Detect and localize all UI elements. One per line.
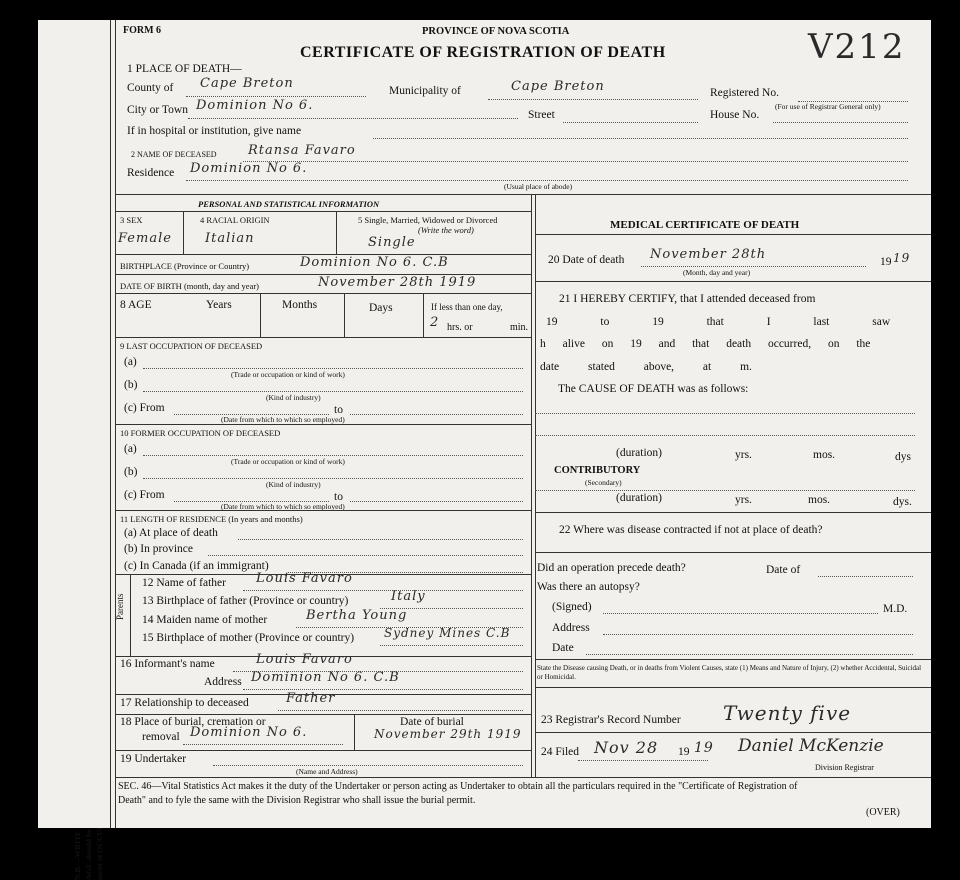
county-label: County of (127, 82, 174, 94)
yrs-label-1: yrs. (735, 449, 752, 461)
rule (115, 510, 531, 511)
rule (535, 234, 931, 235)
province-heading: PROVINCE OF NOVA SCOTIA (422, 26, 570, 37)
place-of-death-heading: 1 PLACE OF DEATH— (127, 63, 242, 75)
medical-heading: MEDICAL CERTIFICATE OF DEATH (610, 219, 800, 231)
months-label: Months (282, 299, 318, 311)
duration-label-1: (duration) (616, 447, 662, 459)
less-than-day-label: If less than one day, (431, 302, 503, 312)
rule (818, 576, 913, 577)
rule (535, 552, 931, 553)
rule (115, 211, 531, 212)
dys-label-1: dys (895, 451, 911, 463)
certificate-page (38, 20, 931, 828)
informant-address-value: Dominion No 6. C.B (251, 670, 400, 685)
autopsy-label: Was there an autopsy? (537, 581, 640, 593)
race-label: 4 RACIAL ORIGIN (200, 215, 270, 225)
form-number: FORM 6 (123, 25, 162, 36)
municipality-line (488, 99, 698, 100)
yrs-label-2: yrs. (735, 494, 752, 506)
city-value: Dominion No 6. (196, 98, 314, 113)
birthplace-label: BIRTHPLACE (Province or Country) (120, 261, 250, 271)
rule (208, 555, 523, 556)
contributory-label: CONTRIBUTORY (554, 465, 641, 476)
over-label: (OVER) (866, 807, 900, 818)
trade-note: (Trade or occupation or kind of work) (231, 370, 345, 379)
residence-in-canada: (c) In Canada (if an immigrant) (124, 560, 269, 572)
rule (535, 490, 915, 491)
filed-year-value: 19 (694, 740, 714, 756)
rule (535, 687, 931, 688)
relationship-label: 17 Relationship to deceased (120, 697, 249, 709)
city-line (188, 118, 518, 119)
residence-length-heading: 11 LENGTH OF RESIDENCE (In years and months) (120, 514, 303, 524)
rule (115, 750, 531, 751)
house-label: House No. (710, 109, 760, 121)
record-number-value: Twenty five (723, 701, 852, 725)
county-value: Cape Breton (200, 76, 294, 91)
days-label: Days (369, 302, 393, 314)
signed-label: (Signed) (552, 601, 592, 613)
rule (535, 512, 931, 513)
certify-line-2: 19 to 19 that I last saw (546, 316, 891, 328)
section-divider (115, 194, 931, 195)
death-year-value: 19 (893, 251, 911, 265)
county-line (186, 96, 366, 97)
rule (380, 645, 523, 646)
rule (115, 714, 531, 715)
rule (603, 634, 913, 635)
residence-line (186, 180, 908, 181)
rule (143, 478, 523, 479)
death-date-note: (Month, day and year) (683, 268, 751, 277)
rule (183, 211, 184, 254)
cause-note: State the Disease causing Death, or in deaths from Violent Causes, state (1) Means and Nature of Injury, (2) whether Accidental, Suicidal or Homicidal. (537, 664, 922, 682)
house-line (773, 122, 908, 123)
registrar-signature: Daniel McKenzie (738, 736, 884, 756)
minutes-label: min. (510, 322, 529, 333)
municipality-value: Cape Breton (511, 79, 605, 94)
marital-label: 5 Single, Married, Widowed or Divorced (358, 215, 498, 225)
birthplace-value: Dominion No 6. C.B (300, 255, 449, 270)
rule (535, 435, 915, 436)
registered-label: Registered No. (710, 87, 779, 99)
duration-label-2: (duration) (616, 492, 662, 504)
father-birthplace-label: 13 Birthplace of father (Province or country) (142, 595, 349, 607)
q22-label: 22 Where was disease contracted if not at place of death? (559, 524, 823, 536)
father-birthplace-value: Italy (391, 589, 426, 604)
rule (350, 414, 523, 415)
certificate-title: CERTIFICATE OF REGISTRATION OF DEATH (300, 44, 666, 61)
dys-label-2: dys. (893, 496, 912, 508)
name-line (243, 161, 908, 162)
rule (183, 744, 343, 745)
abode-note: (Usual place of abode) (504, 182, 573, 191)
burial-date-label: Date of burial (400, 716, 464, 728)
occ-from: (c) From (124, 402, 165, 414)
burial-date-value: November 29th 1919 (374, 727, 522, 741)
rule (535, 659, 931, 660)
rule (143, 368, 523, 369)
mos-label-2: mos. (808, 494, 831, 506)
filed-label: 24 Filed (541, 746, 580, 758)
registration-stamp: V212 (808, 27, 906, 67)
burial-label-2: removal (142, 731, 180, 743)
residence-label: Residence (127, 167, 175, 179)
marital-note: (Write the word) (418, 225, 474, 235)
age-label: 8 AGE (120, 299, 152, 311)
undertaker-note: (Name and Address) (296, 767, 358, 776)
name-label: 2 NAME OF DECEASED (131, 150, 217, 159)
last-occupation-heading: 9 LAST OCCUPATION OF DECEASED (120, 341, 263, 351)
industry-note: (Kind of industry) (266, 393, 321, 402)
death-year-prefix: 19 (880, 256, 892, 268)
operation-date-label: Date of (766, 564, 801, 576)
rule (238, 539, 523, 540)
residence-in-province: (b) In province (124, 543, 193, 555)
undertaker-label: 19 Undertaker (120, 753, 187, 765)
footer-sec-46: SEC. 46—Vital Statistics Act makes it the duty of the Undertaker or person acting as Undertaker to obtain all the particulars required in the "Certificate of Registration of (118, 781, 798, 792)
rule (115, 337, 531, 338)
rule (535, 281, 931, 282)
informant-address-label: Address (204, 676, 242, 688)
father-label: 12 Name of father (142, 577, 226, 589)
hospital-label: If in hospital or institution, give name (127, 125, 302, 137)
md-label: M.D. (883, 603, 908, 615)
occ-to: to (334, 404, 343, 416)
record-number-label: 23 Registrar's Record Number (541, 714, 681, 726)
years-label: Years (206, 299, 232, 311)
secondary-label: (Secondary) (585, 478, 622, 487)
sex-label: 3 SEX (120, 215, 143, 225)
rule (260, 293, 261, 337)
medical-date-label: Date (552, 642, 574, 654)
registrar-note: (For use of Registrar General only) (775, 102, 881, 111)
city-label: City or Town (127, 104, 188, 116)
rule (641, 266, 866, 267)
personal-heading: PERSONAL AND STATISTICAL INFORMATION (198, 199, 380, 209)
former-industry-note: (Kind of industry) (266, 480, 321, 489)
former-trade-note: (Trade or occupation or kind of work) (231, 457, 345, 466)
operation-label: Did an operation precede death? (537, 562, 686, 574)
binding-divider (110, 20, 111, 828)
mos-label-1: mos. (813, 449, 836, 461)
occ-a: (a) (124, 356, 137, 368)
rule (336, 211, 337, 254)
street-line (563, 122, 698, 123)
rule (603, 613, 878, 614)
dob-label: DATE OF BIRTH (month, day and year) (120, 281, 260, 291)
father-value: Louis Favaro (256, 571, 353, 586)
column-divider (531, 194, 532, 777)
hours-value: 2 (430, 315, 440, 330)
former-b: (b) (124, 466, 138, 478)
informant-label: 16 Informant's name (120, 658, 215, 670)
burial-label-1: 18 Place of burial, cremation or (120, 716, 266, 728)
street-label: Street (528, 109, 555, 121)
residence-at-place: (a) At place of death (124, 527, 218, 539)
rule (243, 590, 523, 591)
parents-side-label: Parents (115, 593, 125, 620)
dob-value: November 28th 1919 (318, 275, 477, 290)
death-date-label: 20 Date of death (548, 254, 625, 266)
cause-label: The CAUSE OF DEATH was as follows: (558, 383, 749, 395)
burial-value: Dominion No 6. (190, 725, 308, 740)
certify-line-1: 21 I HEREBY CERTIFY, that I attended deceased from (559, 293, 816, 305)
mother-birthplace-label: 15 Birthplace of mother (Province or country) (142, 632, 355, 644)
occ-b: (b) (124, 379, 138, 391)
deceased-name: Rtansa Favaro (248, 143, 356, 158)
former-a: (a) (124, 443, 137, 455)
rule (143, 391, 523, 392)
former-from: (c) From (124, 489, 165, 501)
division-registrar-label: Division Registrar (815, 763, 874, 772)
footer-sec-46-cont: Death" and to fyle the same with the Division Registrar who shall issue the burial permit. (118, 795, 476, 806)
rule (243, 689, 523, 690)
rule (535, 732, 931, 733)
certify-line-4: date stated above, at m. (540, 361, 752, 373)
sex-value: Female (118, 231, 172, 246)
former-date-note: (Date from which to which so employed) (221, 502, 345, 511)
rule (354, 714, 355, 750)
rule (130, 574, 131, 656)
hours-label: hrs. or (447, 322, 473, 333)
occ-date-note: (Date from which to which so employed) (221, 415, 345, 424)
marital-value: Single (368, 235, 416, 250)
rule (115, 777, 931, 778)
relationship-value: Father (286, 691, 336, 706)
rule (143, 455, 523, 456)
rule (115, 424, 531, 425)
former-to: to (334, 491, 343, 503)
rule (586, 654, 913, 655)
mother-value: Bertha Young (306, 608, 408, 623)
race-value: Italian (205, 231, 255, 246)
hospital-line (373, 138, 908, 139)
rule (278, 710, 523, 711)
rule (344, 293, 345, 337)
rule (423, 293, 424, 337)
rule (115, 293, 531, 294)
rule (535, 413, 915, 414)
residence-value: Dominion No 6. (190, 161, 308, 176)
certify-line-3: h alive on 19 and that death occurred, on the (540, 338, 871, 350)
former-occupation-heading: 10 FORMER OCCUPATION OF DECEASED (120, 428, 281, 438)
death-date-value: November 28th (650, 247, 767, 262)
municipality-label: Municipality of (389, 85, 461, 97)
medical-address-label: Address (552, 622, 590, 634)
filed-value: Nov 28 (594, 738, 659, 757)
informant-value: Louis Favaro (256, 652, 353, 667)
rule (578, 760, 708, 761)
filed-year-prefix: 19 (678, 746, 690, 758)
rule (213, 765, 523, 766)
mother-label: 14 Maiden name of mother (142, 614, 268, 626)
rule (350, 501, 523, 502)
mother-birthplace-value: Sydney Mines C.B (384, 626, 511, 640)
